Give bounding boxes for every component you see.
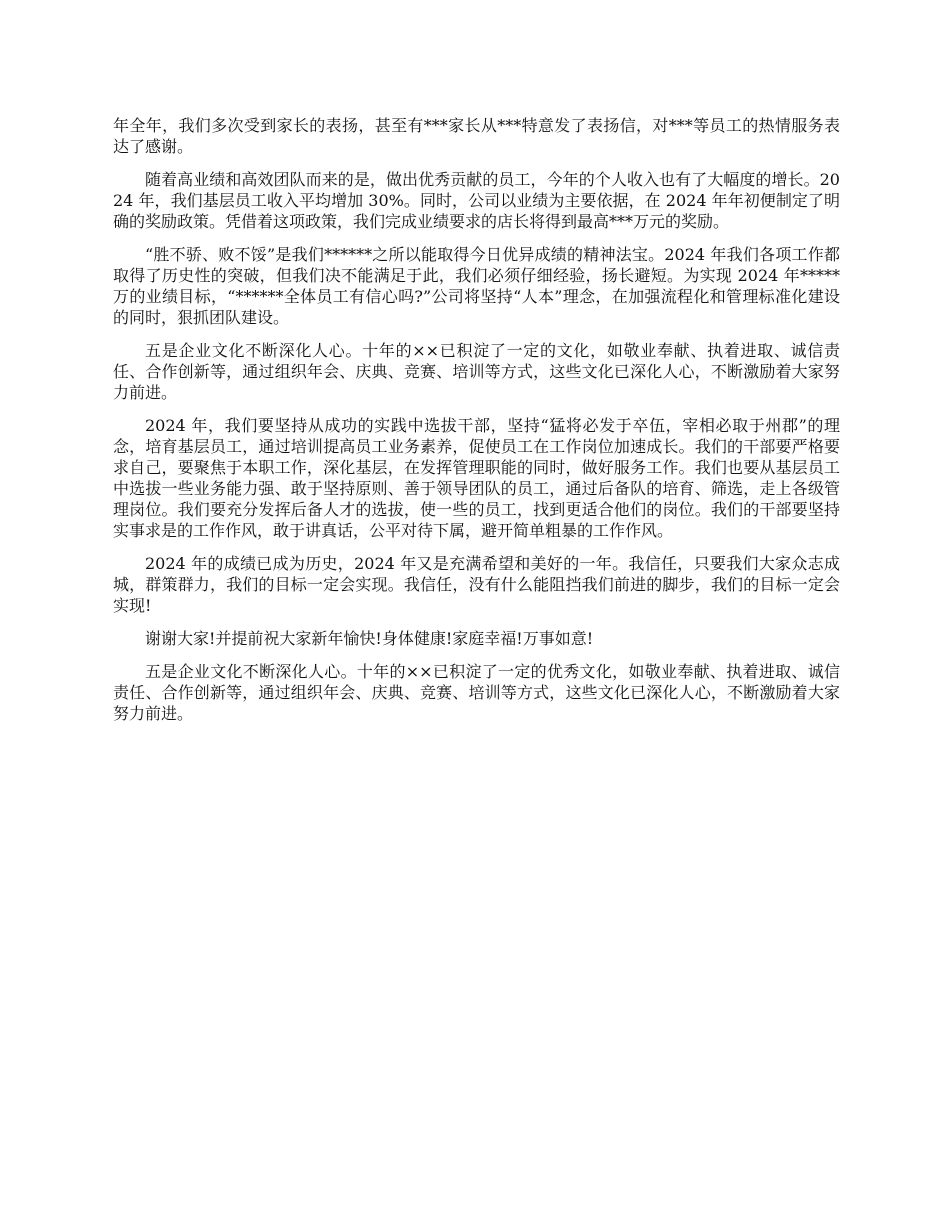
paragraph-3: “胜不骄、败不馁”是我们******之所以能取得今日优异成绩的精神法宝。2024 年我们各项工作都取得了历史性的突破，但我们决不能满足于此，我们必须仔细经验，扬长避短。为实现 2024 年*****万的业绩目标，“******全体员工有信心吗?”公司将坚持“人本”理念，在加强流程化和管理标准化建设的同时，狠抓团队建设。 [113,245,840,327]
paragraph-5: 2024 年，我们要坚持从成功的实践中选拔干部，坚持“猛将必发于卒伍，宰相必取于州郡”的理念，培育基层员工，通过培训提高员工业务素养，促使员工在工作岗位加速成长。我们的干部要严格要求自己，要聚焦于本职工作，深化基层，在发挥管理职能的同时，做好服务工作。我们也要从基层员工中选拔一些业务能力强、敢于坚持原则、善于领导团队的员工，通过后备队的培育、筛选，走上各级管理岗位。我们要充分发挥后备人才的选拔，使一些的员工，找到更适合他们的岗位。我们的干部要坚持实事求是的工作作风，敢于讲真话，公平对待下属，避开简单粗暴的工作作风。 [113,416,840,540]
paragraph-6: 2024 年的成绩已成为历史，2024 年又是充满希望和美好的一年。我信任，只要我们大家众志成城，群策群力，我们的目标一定会实现。我信任，没有什么能阻挡我们前进的脚步，我们的目标一定会实现! [113,554,840,615]
paragraph-7: 谢谢大家!并提前祝大家新年愉快!身体健康!家庭幸福!万事如意! [145,629,594,648]
paragraph-1: 年全年，我们多次受到家长的表扬，甚至有***家长从***特意发了表扬信，对***等员工的热情服务表达了感谢。 [113,116,840,156]
document-body [113,115,840,736]
paragraph-2: 随着高业绩和高效团队而来的是，做出优秀贡献的员工，今年的个人收入也有了大幅度的增长。2024 年，我们基层员工收入平均增加 30%。同时，公司以业绩为主要依据，在 2024 年年初便制定了明确的奖励政策。凭借着这项政策，我们完成业绩要求的店长将得到最高***万元的奖励。 [113,170,840,231]
paragraph-4: 五是企业文化不断深化人心。十年的××已积淀了一定的文化，如敬业奉献、执着进取、诚信责任、合作创新等，通过组织年会、庆典、竞赛、培训等方式，这些文化已深化人心，不断激励着大家努力前进。 [113,341,840,402]
paragraph-8: 五是企业文化不断深化人心。十年的××已积淀了一定的优秀文化，如敬业奉献、执着进取、诚信责任、合作创新等，通过组织年会、庆典、竞赛、培训等方式，这些文化已深化人心，不断激励着大家努力前进。 [113,662,840,723]
